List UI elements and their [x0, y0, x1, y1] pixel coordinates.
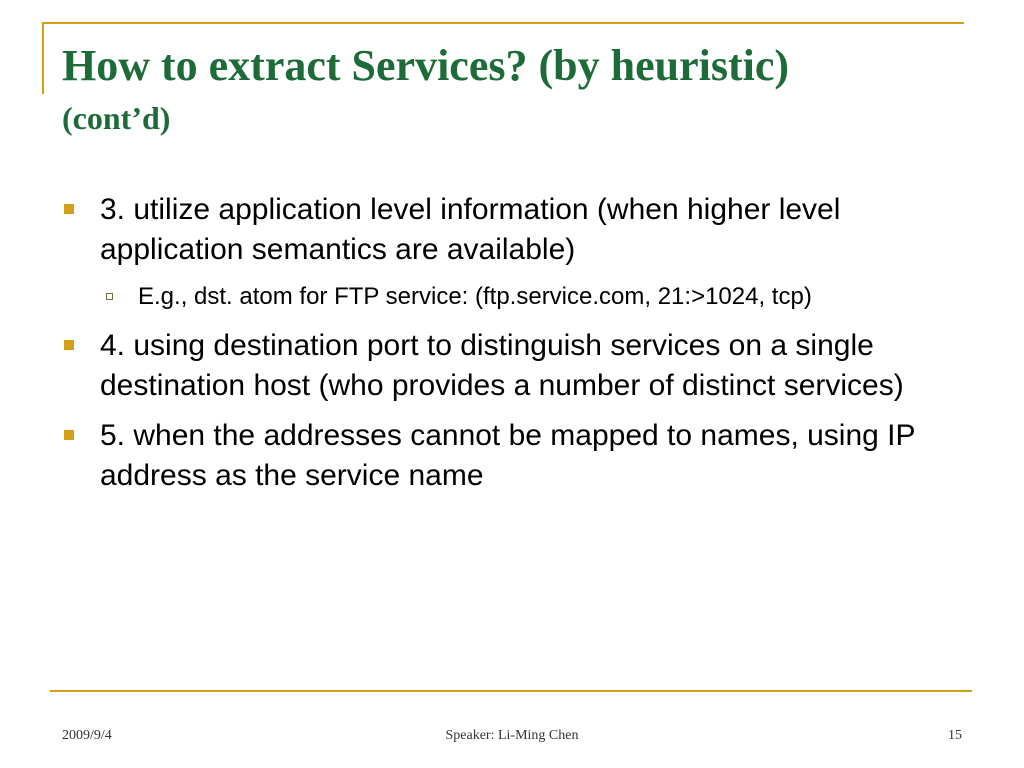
sub-bullet-item [58, 280, 978, 314]
square-bullet-icon [64, 430, 74, 440]
footer-date: 2009/9/4 [62, 728, 112, 743]
square-bullet-icon [64, 340, 74, 350]
bullet-item-3 [58, 190, 978, 270]
slide-title-main: How to extract Services? (by heuristic) [62, 41, 790, 90]
hollow-square-bullet-icon [106, 293, 113, 300]
bullet-text: 4. using destination port to distinguish services on a single destination host (who provides a number of distinct services) [100, 329, 904, 402]
slide-title-continued: (cont’d) [62, 100, 171, 136]
bullet-text: 3. utilize application level information (when higher level application semantics are available) [100, 193, 841, 266]
bullet-item-4 [58, 326, 978, 406]
footer-rule [50, 690, 972, 692]
bullet-text: 5. when the addresses cannot be mapped to names, using IP address as the service name [100, 419, 915, 492]
footer-page-number: 15 [948, 728, 962, 743]
bullet-item-5 [58, 416, 978, 496]
slide-body [58, 190, 978, 506]
square-bullet-icon [64, 204, 74, 214]
frame-top-rule [42, 22, 964, 24]
sub-bullet-text: E.g., dst. atom for FTP service: (ftp.service.com, 21:>1024, tcp) [138, 283, 812, 310]
frame-left-rule [42, 22, 44, 94]
footer-speaker: Speaker: Li-Ming Chen [445, 728, 579, 743]
slide-title [62, 42, 992, 138]
